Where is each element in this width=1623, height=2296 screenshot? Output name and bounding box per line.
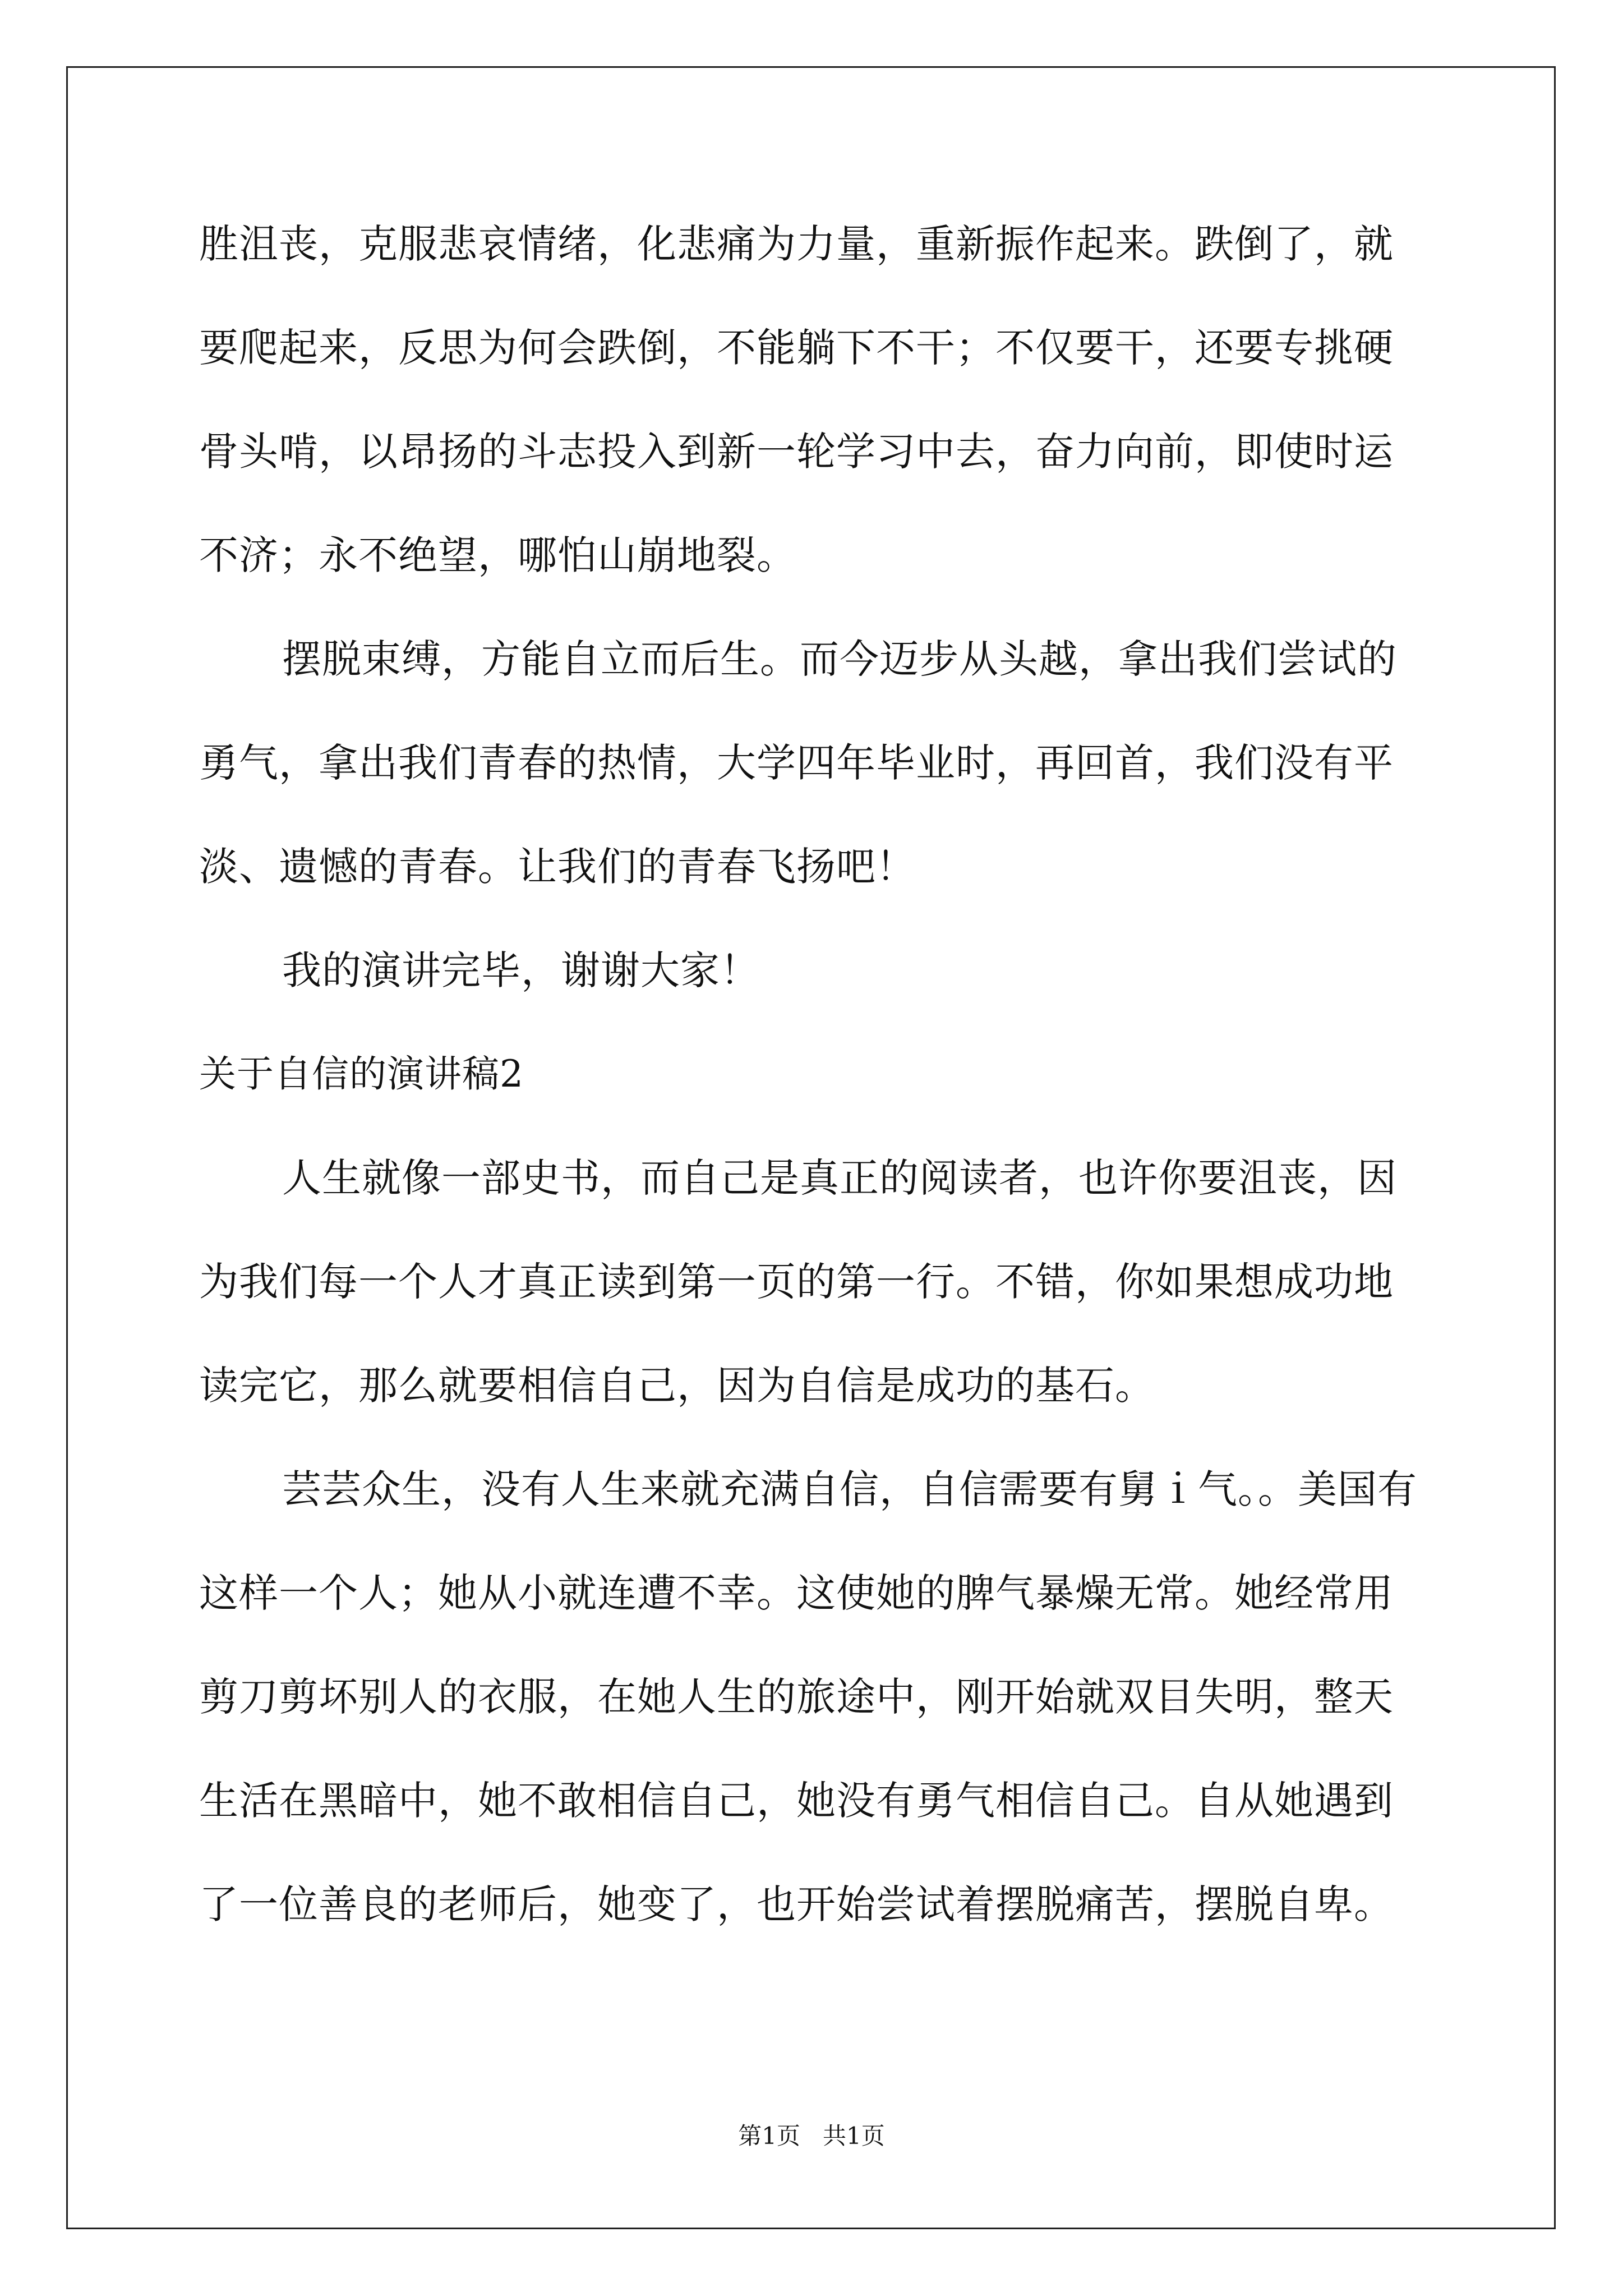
body-line: 这样一个人；她从小就连遭不幸。这使她的脾气暴燥无常。她经常用 — [199, 1570, 1394, 1616]
body-line: 胜沮丧，克服悲哀情绪，化悲痛为力量，重新振作起来。跌倒了，就 — [199, 221, 1394, 267]
body-line: 淡、遗憾的青春。让我们的青春飞扬吧！ — [199, 844, 916, 890]
paragraph-first-line: 摆脱束缚，方能自立而后生。而今迈步从头越，拿出我们尝试的 — [282, 636, 1397, 682]
paragraph-first-line: 芸芸众生，没有人生来就充满自信，自信需要有舅ｉ气。。美国有 — [282, 1466, 1417, 1512]
paragraph-first-line: 人生就像一部史书，而自己是真正的阅读者，也许你要沮丧，因 — [282, 1155, 1397, 1201]
body-line: 不济；永不绝望，哪怕山崩地裂。 — [199, 532, 796, 578]
body-line: 勇气，拿出我们青春的热情，大学四年毕业时，再回首，我们没有平 — [199, 740, 1394, 786]
body-line: 读完它，那么就要相信自己，因为自信是成功的基石。 — [199, 1363, 1155, 1409]
body-line: 骨头啃，以昂扬的斗志投入到新一轮学习中去，奋力向前，即使时运 — [199, 429, 1394, 475]
body-line: 要爬起来，反思为何会跌倒，不能躺下不干；不仅要干，还要专挑硬 — [199, 325, 1394, 371]
body-line: 剪刀剪坏别人的衣服，在她人生的旅途中，刚开始就双目失明，整天 — [199, 1674, 1394, 1720]
body-line: 为我们每一个人才真正读到第一页的第一行。不错，你如果想成功地 — [199, 1259, 1394, 1305]
body-line: 生活在黑暗中，她不敢相信自己，她没有勇气相信自己。自从她遇到 — [199, 1778, 1394, 1824]
section-heading: 关于自信的演讲稿2 — [199, 1052, 524, 1096]
page-footer: 第1页 共1页 — [738, 2122, 885, 2150]
paragraph-first-line: 我的演讲完毕，谢谢大家！ — [282, 947, 760, 993]
body-line: 了一位善良的老师后，她变了，也开始尝试着摆脱痛苦，摆脱自卑。 — [199, 1881, 1394, 1927]
